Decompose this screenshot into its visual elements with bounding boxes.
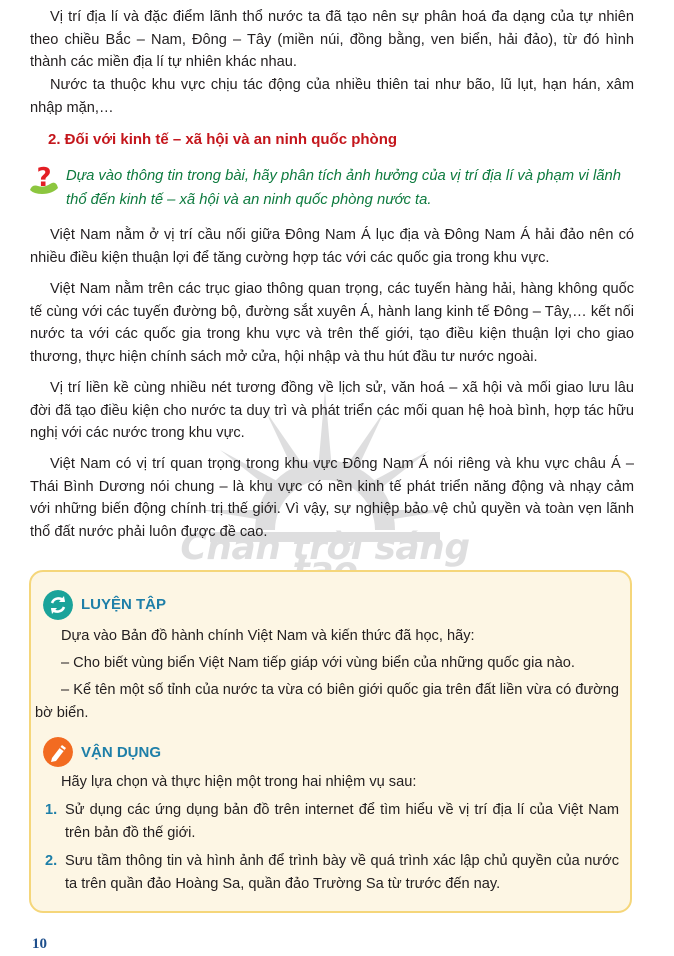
task-text: Sưu tầm thông tin và hình ảnh để trình bày về quá trình xác lập chủ quyền của nước ta trên quần đảo Hoàng Sa, quần đảo Trường Sa từ trước đến nay. <box>65 853 619 892</box>
pencil-icon <box>43 737 73 767</box>
question-text: Dựa vào thông tin trong bài, hãy phân tích ảnh hưởng của vị trí địa lí và phạm vi lãnh thổ đến kinh tế – xã hội và an ninh quốc phòng nước ta. <box>66 168 621 208</box>
practice-intro: Dựa vào Bản đồ hành chính Việt Nam và kiến thức đã học, hãy: <box>61 628 475 644</box>
body-paragraph: Việt Nam nằm ở vị trí cầu nối giữa Đông Nam Á lục địa và Đông Nam Á hải đảo nên có nhiều điều kiện thuận lợi để tăng cường hợp tác với các quốc gia trong khu vực. <box>30 227 634 266</box>
apply-intro: Hãy lựa chọn và thực hiện một trong hai nhiệm vụ sau: <box>61 774 417 790</box>
watermark-text: Chân trời sáng <box>180 527 470 568</box>
page-number: 10 <box>32 936 47 952</box>
task-number: 2. <box>45 853 58 869</box>
refresh-icon <box>43 590 73 620</box>
svg-text:?: ? <box>36 164 52 193</box>
activity-box <box>29 570 632 913</box>
body-paragraph: Vị trí liền kề cùng nhiều nét tương đồng về lịch sử, văn hoá – xã hội và mối giao lưu lâu đời đã tạo điều kiện cho nước ta duy trì và phát triển các mối quan hệ hoà bình, hợp tác hữu nghị với các nước trong khu vực. <box>30 380 634 441</box>
practice-item: – Kể tên một số tỉnh của nước ta vừa có biên giới quốc gia trên đất liền vừa có đường bờ biển. <box>35 682 619 721</box>
question-block <box>28 164 638 214</box>
body-paragraph: Nước ta thuộc khu vực chịu tác động của nhiều thiên tai như bão, lũ lụt, hạn hán, xâm nhập mặn,… <box>30 77 634 116</box>
task-number: 1. <box>45 802 58 818</box>
body-paragraph: Vị trí địa lí và đặc điểm lãnh thổ nước ta đã tạo nên sự phân hoá đa dạng của tự nhiên theo chiều Bắc – Nam, Đông – Tây (miền núi, đồng bằng, ven biển, hải đảo), từ đó hình thành các miền địa lí tự nhiên khác nhau. <box>30 9 634 70</box>
body-paragraph: Việt Nam có vị trí quan trọng trong khu vực Đông Nam Á nói riêng và khu vực châu Á – Thái Bình Dương nói chung – là khu vực có nền kinh tế phát triển năng động và nhạy cảm với những biến động chính trị thế giới. Vì vậy, sự nghiệp bảo vệ chủ quyền và toàn vẹn lãnh thổ đất nước phải luôn được đề cao. <box>30 456 634 540</box>
question-mark-icon <box>28 164 60 196</box>
practice-title: LUYỆN TẬP <box>81 596 167 613</box>
section-heading: 2. Đối với kinh tế – xã hội và an ninh quốc phòng <box>48 131 398 148</box>
apply-title: VẬN DỤNG <box>81 744 162 761</box>
body-paragraph: Việt Nam nằm trên các trục giao thông quan trọng, các tuyến hàng hải, hàng không quốc tế cùng với các tuyến đường bộ, đường sắt xuyên Á, hành lang kinh tế Đông – Tây,… kết nối nước ta với các quốc gia trong khu vực và trên thế giới, tạo điều kiện thuận lợi cho giao thương, thực hiện chính sách mở cửa, hội nhập và thu hút đầu tư nước ngoài. <box>30 281 634 365</box>
practice-item: – Cho biết vùng biển Việt Nam tiếp giáp với vùng biển của những quốc gia nào. <box>61 655 575 671</box>
task-text: Sử dụng các ứng dụng bản đồ trên internet để tìm hiểu về vị trí địa lí của Việt Nam trên bản đồ thế giới. <box>65 802 619 841</box>
